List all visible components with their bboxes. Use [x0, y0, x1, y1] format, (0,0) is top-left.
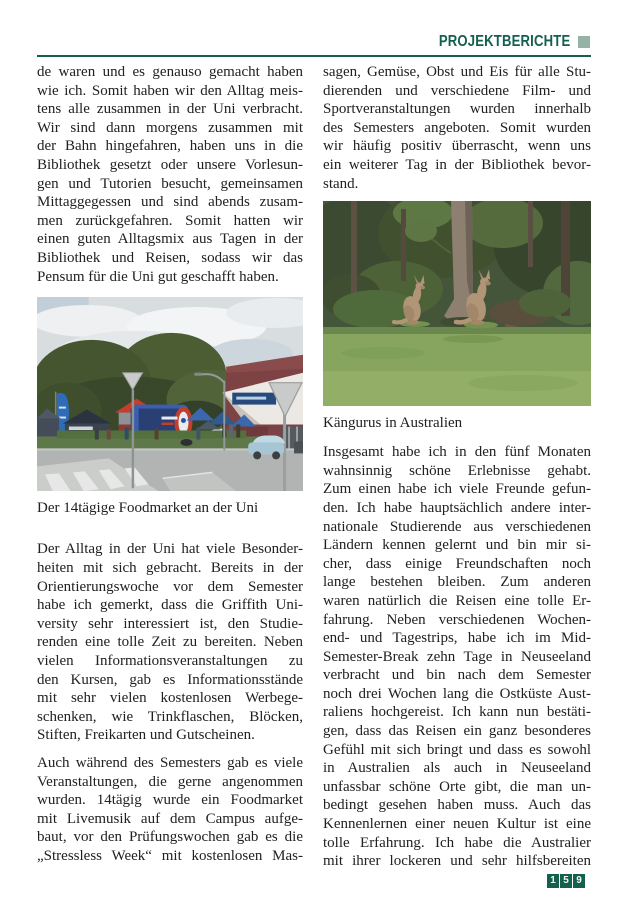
page-number-digit: 1 — [547, 874, 559, 888]
foodmarket-photo — [37, 297, 303, 491]
text-line: lange bestehen bleiben. Zum anderen — [323, 574, 591, 591]
text-line: raliens hochgereist. Ich kann nun bestäti- — [323, 704, 591, 721]
text-line: sagen, Gemüse, Obst und Eis für alle Stu- — [323, 64, 591, 80]
section-title: PROJEKTBERICHTE — [438, 33, 570, 50]
text-line: versity sehr interessiert ist, den Studie- — [37, 615, 303, 632]
text-line: Insgesamt habe ich in den fünf Monaten — [323, 444, 591, 461]
text-line: den. Ich habe hauptsächlich andere inter- — [323, 499, 591, 516]
text-line: habe ich gemerkt, dass die Griffith Uni- — [37, 597, 303, 614]
text-line: dierenden und verschiedene Film- und — [323, 82, 591, 99]
text-line: men zurückgefahren. Somit hatten wir — [37, 212, 303, 229]
text-line: Der Alltag in der Uni hat viele Besonder- — [37, 541, 303, 558]
text-line: noch drei Wochen lang die Ostküste Aust- — [323, 685, 591, 702]
page-header — [410, 33, 590, 51]
text-line: unfassbar schöne Orte gibt, die man un- — [323, 778, 591, 795]
text-line: in Australien als auch in Neuseeland — [323, 760, 591, 777]
text-line: Wir sind dann morgens zusammen mit — [37, 119, 303, 136]
text-line: heiten mit sich gebracht. Bereits in der — [37, 559, 303, 576]
paragraph — [37, 63, 303, 286]
text-line: tens alle zusammen in der Uni verbracht. — [37, 101, 303, 118]
photo-caption: Kängurus in Australien — [323, 415, 463, 432]
text-line: baut, vor den Prüfungswochen gab es die — [37, 829, 303, 846]
paragraph — [37, 540, 303, 745]
text-line: Sportveranstaltungen wurden innerhalb — [323, 101, 591, 118]
text-line: bedingt gesehen haben muss. Auch das — [323, 797, 591, 814]
text-line: des Semesters angeboten. Somit wurden — [323, 119, 591, 136]
paragraph — [37, 754, 303, 866]
text-line: de waren und es genauso gemacht haben — [37, 64, 303, 80]
text-line: Orientierungswoche vor dem Semester — [37, 578, 303, 595]
text-line: Bibliothek gesetzt oder unsere Vorlesun- — [37, 156, 303, 173]
page-number-digit: 5 — [560, 874, 572, 888]
text-line: einen guten Alltagsmix aus Tagen in der — [37, 231, 303, 248]
text-line: mit Livemusik auf dem Campus aufge- — [37, 810, 303, 827]
text-line: mit sehr vielen kostenlosen Werbege- — [37, 690, 303, 707]
text-line: Veranstaltungen, die gerne angenommen — [37, 773, 303, 790]
text-line: renden eine tolle Zeit zu bereiten. Neben — [37, 634, 303, 651]
text-line: Ländern kennen gelernt und bin mir si- — [323, 537, 591, 554]
text-line: Gefühl mit sich bringt und dass es sowohl — [323, 741, 591, 758]
text-line: Auch während des Semesters gab es viele — [37, 754, 303, 771]
photo-caption: Der 14tägige Foodmarket an der Uni — [37, 500, 259, 517]
text-line: cher, dass einige Freundschaften noch — [323, 555, 591, 572]
right-column — [323, 63, 591, 871]
text-line: tolle Erfahrung. Ich habe die Australier — [323, 834, 591, 851]
text-line: wurden. 14tägig wurde ein Foodmarket — [37, 792, 303, 809]
text-line: der Bahn hingefahren, haben uns in die — [37, 138, 303, 155]
text-line: mit ihrer lockeren und sehr hilfsbereiten — [323, 853, 591, 870]
page-number-digit: 9 — [573, 874, 585, 888]
text-line: wahnsinnig schöne Erlebnisse gehabt. — [323, 462, 591, 479]
text-line: Kennenlernen einer neuen Kultur ist eine — [323, 816, 591, 833]
text-line: Pensum für die Uni gut geschafft haben. — [37, 268, 279, 285]
text-line: fahrung. Neben verschiedenen Wochen- — [323, 611, 591, 628]
header-accent-square-icon — [578, 36, 590, 48]
text-line: Semester-Break zehn Tage in Neuseeland — [323, 648, 591, 665]
text-line: Zum einen habe ich viele Freunde gefun- — [323, 481, 591, 498]
kangaroo-photo — [323, 201, 591, 406]
text-line: gen, dass das Reisen ein ganz besonderes — [323, 723, 591, 740]
text-line: verbracht und bin nach dem Semester — [323, 667, 591, 684]
text-line: „Stressless Week“ mit kostenlosen Mas- — [37, 847, 303, 864]
text-line: ein weiterer Tag in der Bibliothek bevor- — [323, 156, 591, 173]
page-number — [547, 874, 585, 888]
text-line: schenken, wie Trinkflaschen, Blöcken, — [37, 708, 303, 725]
text-line: nationale Studierende aus verschiedenen — [323, 518, 591, 535]
text-line: wie ich. Somit haben wir den Alltag meis- — [37, 82, 303, 99]
text-line: wir häufig positiv überrascht, wenn uns — [323, 138, 591, 155]
text-line: Bibliothek und Reisen, sodass wir das — [37, 249, 303, 266]
paragraph — [323, 443, 591, 871]
text-line: Mittaggegessen und sind abends zusam- — [37, 194, 303, 211]
text-line: gen und Tutorien besucht, gemeinsamen — [37, 175, 303, 192]
text-line: waren natürlich die Reisen eine tolle Er- — [323, 592, 591, 609]
text-line: end- und Tagestrips, habe ich im Mid- — [323, 630, 591, 647]
left-column — [37, 63, 303, 865]
paragraph — [323, 63, 591, 193]
header-rule — [37, 55, 591, 57]
text-line: den Kursen, gab es Informationsstände — [37, 671, 303, 688]
text-line: stand. — [323, 175, 359, 192]
text-line: vielen Informationsveranstaltungen zu — [37, 652, 303, 669]
text-line: Stiften, Freikarten und Gutscheinen. — [37, 727, 255, 744]
